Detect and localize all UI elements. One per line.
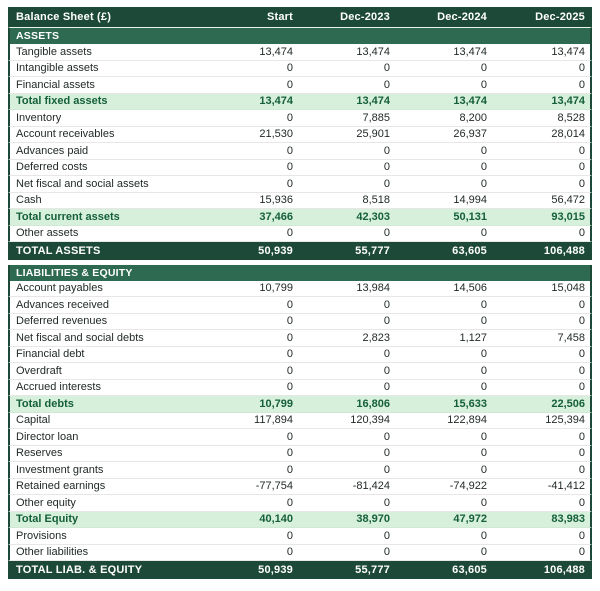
row-label: Cash [16, 194, 42, 207]
table-row [8, 94, 592, 111]
row-value: 0 [480, 430, 487, 443]
row-label: Total Equity [16, 513, 79, 526]
row-label: TOTAL ASSETS [16, 244, 101, 257]
row-value: 26,937 [453, 128, 487, 141]
table-row [8, 413, 592, 430]
row-value: 0 [383, 298, 390, 311]
row-value: 38,970 [356, 513, 390, 526]
section-header-row [8, 265, 592, 281]
row-value: 15,048 [551, 282, 585, 295]
table-row [8, 209, 592, 226]
row-value: 47,972 [453, 513, 487, 526]
row-value: 0 [480, 381, 487, 394]
row-value: 0 [480, 62, 487, 75]
row-label: Account payables [16, 282, 103, 295]
row-value: 0 [578, 463, 585, 476]
row-label: Other equity [16, 496, 76, 509]
row-value: 25,901 [356, 128, 390, 141]
row-label: Investment grants [16, 463, 104, 476]
table-title: Balance Sheet (£) [16, 11, 112, 23]
row-value: 0 [383, 177, 390, 190]
row-value: 13,474 [259, 95, 293, 108]
row-value: -77,754 [255, 480, 293, 493]
row-label: LIABILITIES & EQUITY [16, 266, 133, 279]
row-value: 0 [480, 298, 487, 311]
table-row [8, 110, 592, 127]
row-value: 16,806 [356, 397, 390, 410]
row-value: 0 [286, 430, 293, 443]
row-value: 0 [286, 364, 293, 377]
table-body [8, 28, 592, 579]
row-value: 0 [578, 177, 585, 190]
row-label: Intangible assets [16, 62, 99, 75]
row-value: 0 [383, 161, 390, 174]
row-value: 0 [578, 529, 585, 542]
table-row [8, 495, 592, 512]
row-label: Other assets [16, 227, 79, 240]
section-header-row [8, 28, 592, 44]
row-value: 0 [286, 144, 293, 157]
row-value: 0 [578, 348, 585, 361]
row-value: 8,518 [362, 194, 390, 207]
row-value: 0 [286, 447, 293, 460]
row-value: 63,605 [452, 563, 487, 576]
row-value: 10,799 [259, 282, 293, 295]
row-value: 0 [286, 496, 293, 509]
table-row [8, 281, 592, 298]
row-label: Total debts [16, 397, 74, 410]
row-value: 0 [286, 331, 293, 344]
column-header-dec-2023: Dec-2023 [340, 11, 390, 23]
row-value: 0 [480, 546, 487, 559]
row-label: Deferred costs [16, 161, 88, 174]
row-value: 0 [383, 227, 390, 240]
row-value: 7,885 [362, 111, 390, 124]
table-row [8, 127, 592, 144]
table-row [8, 347, 592, 364]
row-value: 0 [383, 496, 390, 509]
row-value: 0 [383, 529, 390, 542]
row-value: 0 [480, 315, 487, 328]
row-value: 0 [578, 315, 585, 328]
row-value: 0 [383, 315, 390, 328]
row-value: 0 [578, 144, 585, 157]
table-header-row [8, 7, 592, 28]
row-value: 0 [578, 381, 585, 394]
row-label: Deferred revenues [16, 315, 108, 328]
row-value: 83,983 [551, 513, 585, 526]
row-value: 0 [578, 227, 585, 240]
table-row [8, 429, 592, 446]
row-value: 0 [578, 62, 585, 75]
table-row [8, 160, 592, 177]
table-row [8, 314, 592, 331]
row-value: 0 [383, 430, 390, 443]
row-value: 0 [286, 111, 293, 124]
row-value: 2,823 [362, 331, 390, 344]
table-row [8, 528, 592, 545]
row-value: 0 [480, 161, 487, 174]
table-row [8, 143, 592, 160]
row-value: 13,984 [356, 282, 390, 295]
table-row [8, 561, 592, 579]
row-value: 1,127 [459, 331, 487, 344]
row-value: 0 [578, 161, 585, 174]
row-value: 63,605 [452, 244, 487, 257]
row-value: 0 [480, 364, 487, 377]
table-row [8, 61, 592, 78]
row-label: Inventory [16, 111, 62, 124]
row-value: 7,458 [557, 331, 585, 344]
table-row [8, 242, 592, 260]
row-value: 125,394 [545, 414, 585, 427]
row-label: Net fiscal and social debts [16, 331, 144, 344]
row-value: 0 [383, 364, 390, 377]
table-row [8, 545, 592, 562]
row-value: 0 [383, 546, 390, 559]
row-value: 0 [286, 348, 293, 361]
row-value: 0 [480, 177, 487, 190]
row-value: 0 [578, 298, 585, 311]
row-label: Provisions [16, 529, 67, 542]
table-row [8, 396, 592, 413]
row-value: 22,506 [551, 397, 585, 410]
row-value: 0 [383, 381, 390, 394]
row-label: Financial debt [16, 348, 85, 361]
row-value: 106,488 [543, 563, 585, 576]
row-value: 0 [578, 78, 585, 91]
row-value: 0 [286, 62, 293, 75]
row-value: 0 [383, 144, 390, 157]
row-value: 13,474 [551, 45, 585, 58]
row-value: 21,530 [259, 128, 293, 141]
row-value: 0 [480, 348, 487, 361]
row-value: -74,922 [449, 480, 487, 493]
row-value: 0 [578, 546, 585, 559]
row-label: TOTAL LIAB. & EQUITY [16, 563, 143, 576]
row-label: Advances received [16, 298, 109, 311]
row-value: 0 [383, 78, 390, 91]
row-value: 37,466 [259, 210, 293, 223]
row-value: 0 [383, 463, 390, 476]
row-value: 13,474 [551, 95, 585, 108]
column-header-dec-2024: Dec-2024 [437, 11, 487, 23]
row-value: 10,799 [259, 397, 293, 410]
row-value: 93,015 [551, 210, 585, 223]
row-value: 0 [578, 496, 585, 509]
row-value: 13,474 [356, 95, 390, 108]
row-label: Total fixed assets [16, 95, 108, 108]
row-label: Financial assets [16, 78, 95, 91]
table-row [8, 297, 592, 314]
row-value: 0 [286, 463, 293, 476]
row-label: Tangible assets [16, 45, 92, 58]
row-value: 50,939 [258, 244, 293, 257]
row-value: 0 [286, 227, 293, 240]
row-label: Account receivables [16, 128, 115, 141]
row-value: 28,014 [551, 128, 585, 141]
row-value: 15,633 [453, 397, 487, 410]
row-value: 117,894 [254, 414, 293, 427]
row-value: 0 [578, 364, 585, 377]
row-value: 50,131 [453, 210, 487, 223]
row-label: Overdraft [16, 364, 62, 377]
row-value: 106,488 [543, 244, 585, 257]
row-label: Capital [16, 414, 51, 427]
row-value: 13,474 [259, 45, 293, 58]
balance-sheet-table [8, 7, 592, 579]
row-value: 0 [480, 144, 487, 157]
column-header-start: Start [266, 11, 293, 23]
row-value: 0 [383, 348, 390, 361]
row-value: 0 [286, 529, 293, 542]
row-value: 40,140 [259, 513, 293, 526]
row-value: 0 [480, 227, 487, 240]
row-label: ASSETS [16, 30, 60, 42]
row-value: 13,474 [453, 45, 487, 58]
table-row [8, 512, 592, 529]
row-value: 0 [480, 463, 487, 476]
row-value: -41,412 [547, 480, 585, 493]
row-value: 0 [578, 430, 585, 443]
table-row [8, 363, 592, 380]
row-value: 14,506 [453, 282, 487, 295]
table-row [8, 176, 592, 193]
row-value: 0 [578, 447, 585, 460]
table-row [8, 226, 592, 243]
row-value: 50,939 [258, 563, 293, 576]
table-row [8, 193, 592, 210]
row-label: Accrued interests [16, 381, 101, 394]
table-row [8, 462, 592, 479]
row-value: 0 [286, 381, 293, 394]
row-value: 0 [383, 447, 390, 460]
row-value: 0 [286, 78, 293, 91]
row-label: Net fiscal and social assets [16, 177, 149, 190]
row-label: Director loan [16, 430, 79, 443]
row-value: 0 [480, 496, 487, 509]
column-header-dec-2025: Dec-2025 [535, 11, 585, 23]
row-value: 13,474 [453, 95, 487, 108]
row-value: 13,474 [356, 45, 390, 58]
row-value: 122,894 [447, 414, 487, 427]
row-value: 0 [480, 447, 487, 460]
row-value: 8,200 [459, 111, 487, 124]
row-value: 42,303 [356, 210, 390, 223]
row-value: 120,394 [350, 414, 390, 427]
row-value: 55,777 [355, 563, 390, 576]
table-row [8, 77, 592, 94]
row-value: 0 [480, 529, 487, 542]
table-row [8, 380, 592, 397]
row-value: 0 [286, 177, 293, 190]
row-label: Total current assets [16, 210, 120, 223]
row-value: 0 [286, 546, 293, 559]
row-value: 8,528 [557, 111, 585, 124]
row-value: 55,777 [355, 244, 390, 257]
row-value: 15,936 [259, 194, 293, 207]
row-label: Retained earnings [16, 480, 106, 493]
row-value: 0 [286, 315, 293, 328]
row-value: 14,994 [453, 194, 487, 207]
row-value: 56,472 [551, 194, 585, 207]
row-label: Other liabilities [16, 546, 89, 559]
row-label: Reserves [16, 447, 63, 460]
table-row [8, 479, 592, 496]
row-label: Advances paid [16, 144, 89, 157]
table-row [8, 330, 592, 347]
row-value: -81,424 [352, 480, 390, 493]
table-row [8, 446, 592, 463]
row-value: 0 [480, 78, 487, 91]
row-value: 0 [286, 161, 293, 174]
table-row [8, 44, 592, 61]
row-value: 0 [286, 298, 293, 311]
row-value: 0 [383, 62, 390, 75]
